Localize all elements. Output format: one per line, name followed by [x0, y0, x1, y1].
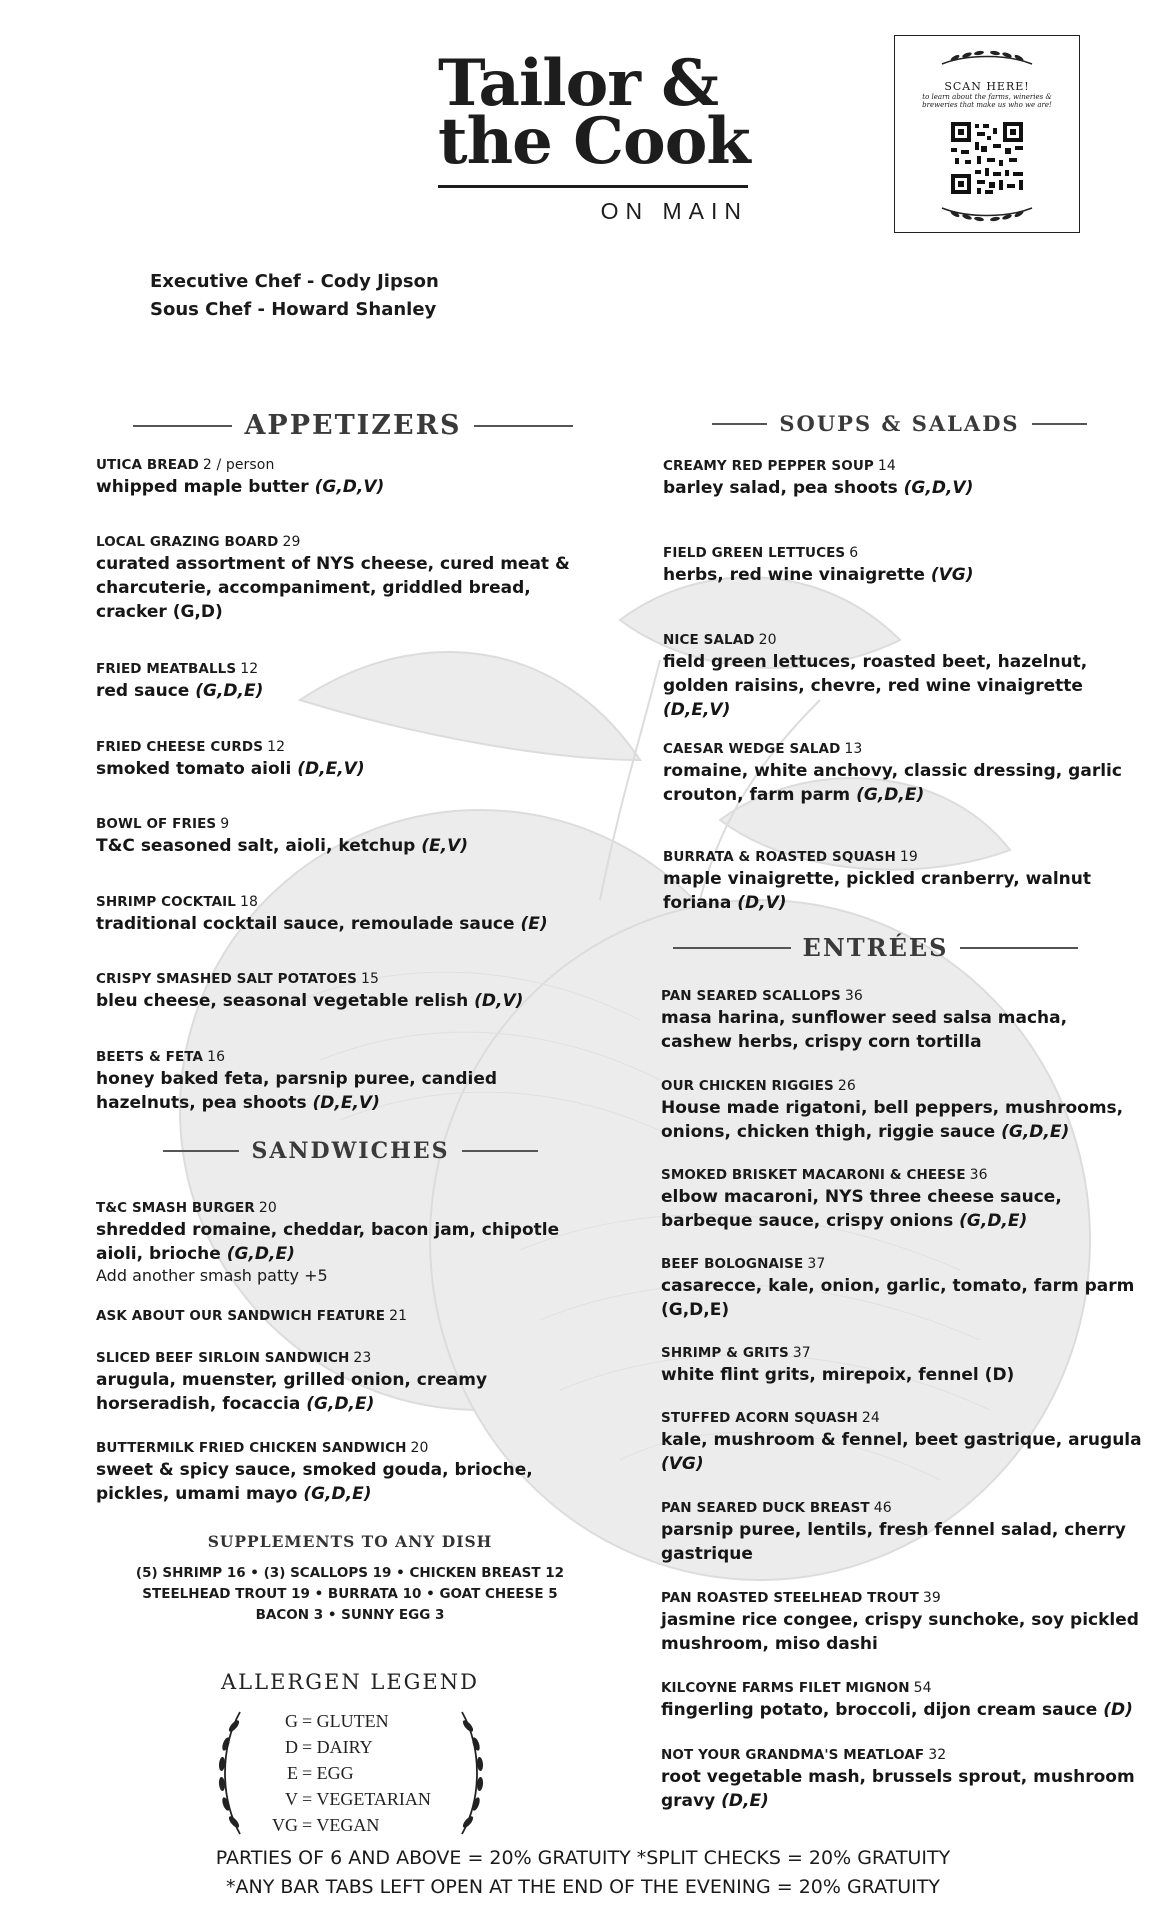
- menu-item: [96, 659, 596, 703]
- legend-row: [260, 1786, 460, 1812]
- item-addon: Add another smash patty +5: [96, 1266, 328, 1285]
- supplements: [100, 1532, 600, 1626]
- allergen-tags: (G,D,E): [856, 785, 925, 805]
- sandwiches-title: SANDWICHES: [251, 1138, 450, 1164]
- item-name: SMOKED BRISKET MACARONI & CHEESE: [661, 1167, 966, 1183]
- item-name: CREAMY RED PEPPER SOUP: [663, 458, 874, 474]
- soups-salads-header: [712, 411, 1087, 436]
- item-description: T&C seasoned salt, aioli, ketchup: [96, 836, 416, 856]
- entrees-title: ENTRÉES: [802, 933, 949, 962]
- legend-title: ALLERGEN LEGEND: [221, 1670, 479, 1694]
- item-name: STUFFED ACORN SQUASH: [661, 1410, 858, 1426]
- item-description: fingerling potato, broccoli, dijon cream sauce: [661, 1700, 1098, 1720]
- menu-item: [663, 847, 1143, 915]
- allergen-tags: (E): [520, 914, 548, 934]
- item-name: PAN ROASTED STEELHEAD TROUT: [661, 1590, 919, 1606]
- item-price: 13: [844, 741, 863, 757]
- item-name: BOWL OF FRIES: [96, 816, 217, 832]
- menu-item: [96, 532, 596, 624]
- menu-item: [661, 1745, 1143, 1813]
- item-price: 16: [207, 1049, 226, 1065]
- legend-row: [260, 1760, 460, 1786]
- item-description: red sauce: [96, 681, 190, 701]
- executive-chef: Executive Chef - Cody Jipson: [150, 271, 439, 292]
- item-description: romaine, white anchovy, classic dressing, garlic crouton, farm parm: [663, 761, 1122, 805]
- item-name: NOT YOUR GRANDMA'S MEATLOAF: [661, 1747, 925, 1763]
- item-price: 32: [928, 1747, 947, 1763]
- footer-line: PARTIES OF 6 AND ABOVE = 20% GRATUITY *SPLIT CHECKS = 20% GRATUITY: [215, 1847, 951, 1869]
- item-description: traditional cocktail sauce, remoulade sauce: [96, 914, 515, 934]
- item-name: PAN SEARED SCALLOPS: [661, 988, 841, 1004]
- qr-code-icon: [937, 122, 1037, 194]
- item-price: 20: [410, 1440, 429, 1456]
- legend-code: D: [285, 1737, 298, 1757]
- item-description: whipped maple butter: [96, 477, 309, 497]
- allergen-tags: (G,D,E): [306, 1394, 375, 1414]
- menu-item: [96, 1198, 596, 1286]
- item-name: BEEF BOLOGNAISE: [661, 1256, 804, 1272]
- allergen-tags: (G,D): [172, 602, 223, 622]
- allergen-tags: (G,D,E): [195, 681, 264, 701]
- menu-item: [96, 1438, 596, 1506]
- allergen-tags: (G,D,E): [959, 1211, 1028, 1231]
- item-price: 46: [873, 1500, 892, 1516]
- item-price: 19: [899, 849, 918, 865]
- item-name: BUTTERMILK FRIED CHICKEN SANDWICH: [96, 1440, 407, 1456]
- item-description: maple vinaigrette, pickled cranberry, walnut foriana: [663, 869, 1091, 913]
- logo-line-2: the Cook: [438, 104, 750, 179]
- legend-label: = VEGETARIAN: [302, 1789, 431, 1809]
- item-price: 26: [837, 1078, 856, 1094]
- item-name: LOCAL GRAZING BOARD: [96, 534, 279, 550]
- header-rule: [673, 947, 791, 949]
- header-rule: [133, 425, 232, 427]
- item-name: UTICA BREAD: [96, 457, 199, 473]
- item-description: sweet & spicy sauce, smoked gouda, brioche, pickles, umami mayo: [96, 1460, 533, 1504]
- supplements-line: (5) SHRIMP 16 • (3) SCALLOPS 19 • CHICKEN BREAST 12: [135, 1565, 565, 1581]
- item-price: 23: [353, 1350, 372, 1366]
- menu-item: [663, 739, 1143, 807]
- menu-item: [96, 1306, 596, 1326]
- laurel-icon-right: [450, 1708, 490, 1838]
- item-name: FRIED CHEESE CURDS: [96, 739, 264, 755]
- appetizers-header: [133, 410, 573, 441]
- menu-item: [96, 892, 596, 936]
- menu-item: [96, 814, 596, 858]
- item-description: elbow macaroni, NYS three cheese sauce, barbeque sauce, crispy onions: [661, 1187, 1062, 1231]
- legend-label: = GLUTEN: [302, 1711, 389, 1731]
- item-name: BURRATA & ROASTED SQUASH: [663, 849, 896, 865]
- allergen-tags: (D): [984, 1365, 1015, 1385]
- allergen-tags: (D,V): [737, 893, 787, 913]
- header-rule: [960, 947, 1078, 949]
- allergen-tags: (G,D,E): [661, 1300, 730, 1320]
- chef-credits: [150, 268, 460, 324]
- footer-line: *ANY BAR TABS LEFT OPEN AT THE END OF THE EVENING = 20% GRATUITY: [226, 1876, 940, 1898]
- restaurant-logo: [438, 46, 758, 225]
- item-price: 9: [220, 816, 230, 832]
- item-price: 2 / person: [202, 457, 275, 473]
- item-description: shredded romaine, cheddar, bacon jam, chipotle aioli, brioche: [96, 1220, 560, 1264]
- item-name: CAESAR WEDGE SALAD: [663, 741, 841, 757]
- menu-item: [96, 1047, 596, 1115]
- item-description: parsnip puree, lentils, fresh fennel salad, cherry gastrique: [661, 1520, 1126, 1564]
- qr-code-panel[interactable]: [894, 35, 1080, 233]
- item-name: BEETS & FETA: [96, 1049, 204, 1065]
- allergen-tags: (VG): [661, 1454, 704, 1474]
- legend-list: [260, 1708, 460, 1838]
- appetizers-title: APPETIZERS: [244, 410, 462, 441]
- item-name: CRISPY SMASHED SALT POTATOES: [96, 971, 357, 987]
- header-rule: [712, 423, 767, 425]
- item-price: 29: [282, 534, 301, 550]
- logo-divider: [438, 185, 748, 188]
- menu-item: [96, 737, 596, 781]
- item-description: kale, mushroom & fennel, beet gastrique, arugula: [661, 1430, 1142, 1450]
- legend-label: = EGG: [302, 1763, 354, 1783]
- menu-item: [96, 1348, 596, 1416]
- laurel-icon: [937, 46, 1037, 76]
- item-description: casarecce, kale, onion, garlic, tomato, farm parm: [661, 1276, 1135, 1296]
- menu-item: [663, 543, 1143, 587]
- sandwiches-header: [163, 1138, 538, 1164]
- item-price: 15: [360, 971, 379, 987]
- header-rule: [1032, 423, 1087, 425]
- legend-code: V: [285, 1789, 298, 1809]
- supplements-title: SUPPLEMENTS TO ANY DISH: [207, 1532, 493, 1551]
- header-rule: [462, 1150, 538, 1152]
- allergen-tags: (G,D,E): [303, 1484, 372, 1504]
- entrees-header: [673, 933, 1078, 962]
- item-name: SHRIMP & GRITS: [661, 1345, 789, 1361]
- menu-item: [661, 1588, 1143, 1656]
- supplements-line: STEELHEAD TROUT 19 • BURRATA 10 • GOAT CHEESE 5: [142, 1586, 558, 1602]
- menu-item: [661, 1165, 1143, 1233]
- laurel-icon-left: [212, 1708, 252, 1838]
- item-price: 36: [969, 1167, 988, 1183]
- menu-item: [661, 1408, 1143, 1476]
- item-description: barley salad, pea shoots: [663, 478, 898, 498]
- item-price: 21: [389, 1308, 408, 1324]
- item-description: House made rigatoni, bell peppers, mushrooms, onions, chicken thigh, riggie sauce: [661, 1098, 1124, 1142]
- item-price: 37: [807, 1256, 826, 1272]
- legend-code: E: [287, 1763, 298, 1783]
- allergen-tags: (G,D,V): [314, 477, 385, 497]
- allergen-tags: (D): [1103, 1700, 1133, 1720]
- qr-caption: to learn about the farms, wineries & breweries that make us who we are!: [922, 93, 1052, 109]
- legend-row: [260, 1812, 460, 1838]
- laurel-icon-bottom: [937, 196, 1037, 226]
- item-description: jasmine rice congee, crispy sunchoke, soy pickled mushroom, miso dashi: [661, 1610, 1139, 1654]
- gratuity-notice: [0, 1844, 1166, 1902]
- header-rule: [163, 1150, 239, 1152]
- item-price: 14: [877, 458, 896, 474]
- soups-salads-title: SOUPS & SALADS: [779, 411, 1020, 436]
- supplements-line: BACON 3 • SUNNY EGG 3: [255, 1607, 445, 1623]
- allergen-tags: (G,D,V): [903, 478, 974, 498]
- item-description: herbs, red wine vinaigrette: [663, 565, 925, 585]
- item-name: ASK ABOUT OUR SANDWICH FEATURE: [96, 1308, 386, 1324]
- item-price: 37: [792, 1345, 811, 1361]
- item-price: 12: [267, 739, 286, 755]
- menu-item: [661, 1678, 1143, 1722]
- item-description: curated assortment of NYS cheese, cured meat & charcuterie, accompaniment, griddled bread, cracker: [96, 554, 570, 622]
- item-description: bleu cheese, seasonal vegetable relish: [96, 991, 469, 1011]
- logo-line-1: Tailor &: [438, 46, 719, 121]
- menu-item: [663, 456, 1143, 500]
- menu-item: [661, 986, 1143, 1054]
- item-price: 20: [758, 632, 777, 648]
- menu-item: [661, 1343, 1143, 1387]
- item-price: 36: [844, 988, 863, 1004]
- legend-code: G: [285, 1711, 298, 1731]
- item-name: SHRIMP COCKTAIL: [96, 894, 236, 910]
- item-price: 39: [922, 1590, 941, 1606]
- item-price: 6: [849, 545, 859, 561]
- item-description: field green lettuces, roasted beet, hazelnut, golden raisins, chevre, red wine vinaigrette: [663, 652, 1088, 696]
- item-name: T&C SMASH BURGER: [96, 1200, 255, 1216]
- menu-item: [661, 1498, 1143, 1566]
- item-description: white flint grits, mirepoix, fennel: [661, 1365, 979, 1385]
- item-description: root vegetable mash, brussels sprout, mushroom gravy: [661, 1767, 1135, 1811]
- allergen-tags: (D,V): [474, 991, 524, 1011]
- item-name: FIELD GREEN LETTUCES: [663, 545, 846, 561]
- item-name: KILCOYNE FARMS FILET MIGNON: [661, 1680, 910, 1696]
- qr-title: SCAN HERE!: [944, 80, 1030, 93]
- allergen-tags: (D,E,V): [663, 700, 731, 720]
- legend-label: = DAIRY: [302, 1737, 373, 1757]
- sous-chef: Sous Chef - Howard Shanley: [150, 299, 437, 320]
- item-price: 54: [913, 1680, 932, 1696]
- legend-code: VG: [272, 1815, 298, 1835]
- item-price: 24: [861, 1410, 880, 1426]
- item-price: 20: [258, 1200, 277, 1216]
- allergen-tags: (D,E,V): [312, 1093, 380, 1113]
- allergen-tags: (E,V): [421, 836, 469, 856]
- item-price: 18: [239, 894, 258, 910]
- allergen-tags: (G,D,E): [1001, 1122, 1070, 1142]
- item-description: arugula, muenster, grilled onion, creamy horseradish, focaccia: [96, 1370, 488, 1414]
- item-description: honey baked feta, parsnip puree, candied hazelnuts, pea shoots: [96, 1069, 498, 1113]
- legend-label: = VEGAN: [302, 1815, 380, 1835]
- menu-item: [96, 969, 596, 1013]
- allergen-legend: [200, 1670, 500, 1840]
- menu-item: [663, 630, 1143, 722]
- header-rule: [474, 425, 573, 427]
- item-name: SLICED BEEF SIRLOIN SANDWICH: [96, 1350, 350, 1366]
- item-price: 12: [240, 661, 259, 677]
- allergen-tags: (D,E,V): [297, 759, 365, 779]
- menu-item: [96, 455, 596, 499]
- menu-item: [661, 1254, 1143, 1322]
- legend-row: [260, 1708, 460, 1734]
- item-description: masa harina, sunflower seed salsa macha, cashew herbs, crispy corn tortilla: [661, 1008, 1068, 1052]
- item-name: FRIED MEATBALLS: [96, 661, 237, 677]
- item-name: NICE SALAD: [663, 632, 755, 648]
- allergen-tags: (D,E): [721, 1791, 769, 1811]
- item-name: OUR CHICKEN RIGGIES: [661, 1078, 834, 1094]
- item-description: smoked tomato aioli: [96, 759, 292, 779]
- item-name: PAN SEARED DUCK BREAST: [661, 1500, 870, 1516]
- legend-row: [260, 1734, 460, 1760]
- menu-item: [661, 1076, 1143, 1144]
- allergen-tags: (G,D,E): [226, 1244, 295, 1264]
- logo-subtitle: ON MAIN: [600, 198, 748, 224]
- allergen-tags: (VG): [930, 565, 974, 585]
